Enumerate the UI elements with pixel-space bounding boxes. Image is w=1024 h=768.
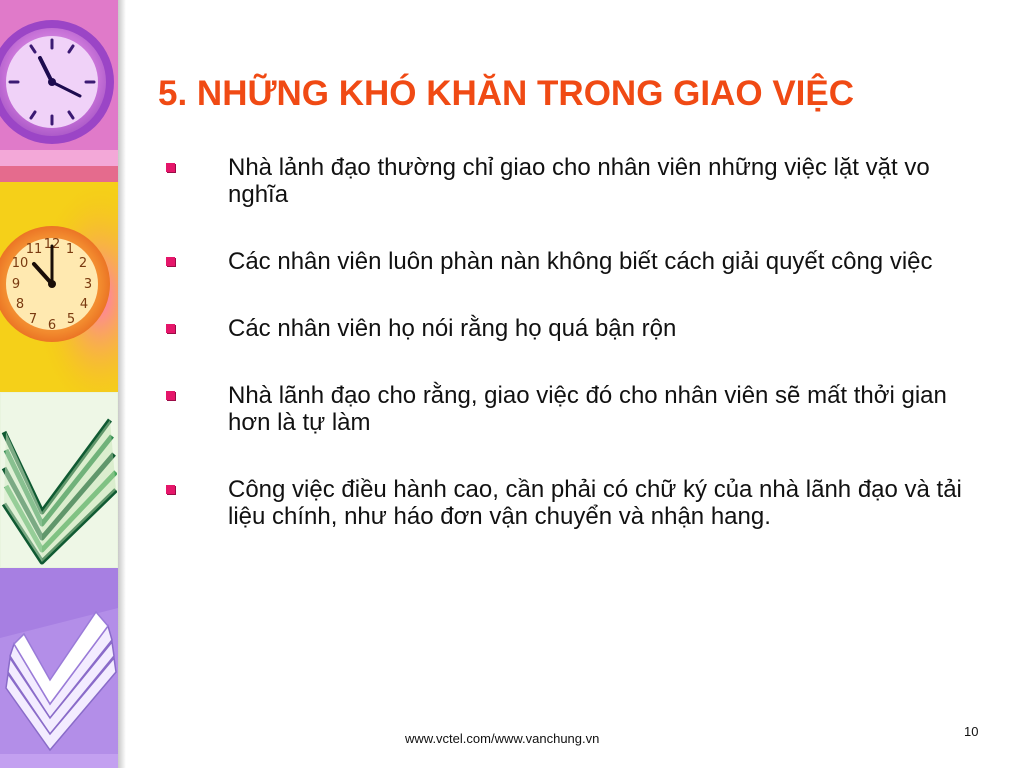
strip-shadow-divider [118,0,126,768]
square-bullet-icon [166,163,175,172]
bullet-text: Các nhân viên luôn phàn nàn không biết cách giải quyết công việc [228,248,933,275]
svg-text:3: 3 [83,277,93,292]
svg-text:12: 12 [43,237,61,252]
square-bullet-icon [166,324,175,333]
square-bullet-icon [166,391,175,400]
square-bullet-icon [166,485,175,494]
purple-clock-image [0,0,118,182]
bullet-list [160,154,980,570]
bullet-text: Công việc điều hành cao, cần phải có chữ ký của nhà lãnh đạo và tải liệu chính, như háo đơn vận chuyển và nhận hang. [228,476,962,530]
svg-text:10: 10 [11,256,29,271]
svg-text:6: 6 [47,318,57,333]
bullet-item [160,248,980,275]
footer-url: www.vctel.com/www.vanchung.vn [405,731,600,746]
yellow-clock-image [0,182,118,392]
clock-icon [0,0,118,182]
slide-number: 10 [964,724,979,739]
svg-text:7: 7 [28,312,38,327]
decorative-image-strip [0,0,118,768]
bullet-text: Các nhân viên họ nói rằng họ quá bận rộn [228,315,677,342]
slide-title: 5. NHỮNG KHÓ KHĂN TRONG GIAO VIỆC [158,74,855,113]
bullet-text: Nhà lãnh đạo cho rằng, giao việc đó cho nhân viên sẽ mất thởi gian hơn là tự làm [228,382,947,436]
svg-text:2: 2 [78,256,88,271]
green-book-image [0,392,118,568]
clock-icon [0,182,118,392]
square-bullet-icon [166,257,175,266]
bullet-text: Nhà lảnh đạo thường chỉ giao cho nhân viên những việc lặt vặt vo nghĩa [228,154,930,208]
book-icon [0,568,118,768]
bullet-item [160,154,980,208]
bullet-item [160,382,980,436]
purple-book-image [0,568,118,768]
svg-text:9: 9 [11,277,21,292]
bullet-item [160,476,980,530]
svg-text:4: 4 [79,297,89,312]
svg-text:1: 1 [65,242,75,257]
book-icon [0,392,118,568]
bullet-item [160,315,980,342]
svg-text:11: 11 [25,242,43,257]
svg-text:5: 5 [66,312,76,327]
svg-text:8: 8 [15,297,25,312]
